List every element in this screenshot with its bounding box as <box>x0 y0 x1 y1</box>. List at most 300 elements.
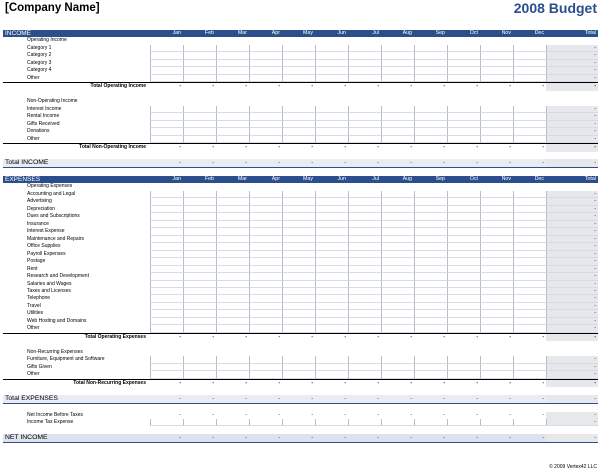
operating-expenses-6-mar[interactable] <box>216 236 249 243</box>
operating-expenses-17-may[interactable] <box>282 318 315 325</box>
operating-income-0-oct[interactable] <box>447 45 480 52</box>
operating-expenses-12-nov[interactable] <box>480 281 513 288</box>
operating-expenses-16-sep[interactable] <box>414 310 447 317</box>
total-nonrec-expenses-dec[interactable]: - <box>542 379 544 386</box>
operating-expenses-7-dec[interactable] <box>513 243 546 250</box>
operating-expenses-1-apr[interactable] <box>249 198 282 205</box>
nonop-income-4-nov[interactable] <box>480 136 513 143</box>
operating-expenses-6-jan[interactable] <box>150 236 183 243</box>
operating-income-3-mar[interactable] <box>216 67 249 74</box>
operating-expenses-14-jan[interactable] <box>150 295 183 302</box>
operating-expenses-6-feb[interactable] <box>183 236 216 243</box>
operating-income-0-may[interactable] <box>282 45 315 52</box>
operating-expenses-13-feb[interactable] <box>183 288 216 295</box>
nonrec-expenses-0-jan[interactable] <box>150 356 183 363</box>
total-operating-expenses-aug[interactable]: - <box>410 333 412 340</box>
operating-expenses-1-dec[interactable] <box>513 198 546 205</box>
operating-income-1-dec[interactable] <box>513 52 546 59</box>
total-operating-income-sep[interactable]: - <box>443 83 445 90</box>
operating-expenses-4-mar[interactable] <box>216 221 249 228</box>
net-income-row-feb[interactable]: - <box>212 434 214 441</box>
total-operating-expenses-jun[interactable]: - <box>344 333 346 340</box>
total-income-row-nov[interactable]: - <box>509 159 511 166</box>
total-expenses-row-apr[interactable]: - <box>278 395 280 402</box>
operating-expenses-4-jul[interactable] <box>348 221 381 228</box>
nonrec-expenses-1-jun[interactable] <box>315 364 348 371</box>
income-tax-jun[interactable] <box>315 419 348 426</box>
total-nonrec-expenses-may[interactable]: - <box>311 379 313 386</box>
operating-expenses-7-apr[interactable] <box>249 243 282 250</box>
operating-expenses-0-nov[interactable] <box>480 191 513 198</box>
operating-expenses-18-jun[interactable] <box>315 325 348 332</box>
nonop-income-4-mar[interactable] <box>216 136 249 143</box>
net-before-tax-aug[interactable]: - <box>410 411 412 418</box>
nonop-income-4-jun[interactable] <box>315 136 348 143</box>
operating-expenses-2-apr[interactable] <box>249 206 282 213</box>
nonrec-expenses-0-jul[interactable] <box>348 356 381 363</box>
nonop-income-4-may[interactable] <box>282 136 315 143</box>
operating-income-3-jun[interactable] <box>315 67 348 74</box>
operating-expenses-5-feb[interactable] <box>183 228 216 235</box>
total-operating-expenses-may[interactable]: - <box>311 333 313 340</box>
nonrec-expenses-1-may[interactable] <box>282 364 315 371</box>
total-nonrec-expenses-oct[interactable]: - <box>476 379 478 386</box>
operating-expenses-1-aug[interactable] <box>381 198 414 205</box>
operating-expenses-6-dec[interactable] <box>513 236 546 243</box>
nonop-income-3-apr[interactable] <box>249 128 282 135</box>
operating-expenses-8-jan[interactable] <box>150 251 183 258</box>
operating-expenses-13-sep[interactable] <box>414 288 447 295</box>
operating-expenses-14-dec[interactable] <box>513 295 546 302</box>
nonrec-expenses-1-sep[interactable] <box>414 364 447 371</box>
operating-expenses-7-mar[interactable] <box>216 243 249 250</box>
nonop-income-0-apr[interactable] <box>249 106 282 113</box>
operating-expenses-8-jul[interactable] <box>348 251 381 258</box>
operating-expenses-10-may[interactable] <box>282 266 315 273</box>
operating-expenses-16-jun[interactable] <box>315 310 348 317</box>
operating-income-4-feb[interactable] <box>183 75 216 82</box>
operating-income-0-dec[interactable] <box>513 45 546 52</box>
nonrec-expenses-0-may[interactable] <box>282 356 315 363</box>
operating-income-2-nov[interactable] <box>480 60 513 67</box>
operating-expenses-17-jul[interactable] <box>348 318 381 325</box>
operating-expenses-18-jan[interactable] <box>150 325 183 332</box>
operating-expenses-17-jun[interactable] <box>315 318 348 325</box>
operating-expenses-11-mar[interactable] <box>216 273 249 280</box>
operating-expenses-9-dec[interactable] <box>513 258 546 265</box>
operating-expenses-18-apr[interactable] <box>249 325 282 332</box>
operating-expenses-10-jul[interactable] <box>348 266 381 273</box>
nonop-income-4-aug[interactable] <box>381 136 414 143</box>
nonop-income-1-dec[interactable] <box>513 113 546 120</box>
nonop-income-4-oct[interactable] <box>447 136 480 143</box>
operating-expenses-10-dec[interactable] <box>513 266 546 273</box>
operating-expenses-16-jul[interactable] <box>348 310 381 317</box>
income-tax-oct[interactable] <box>447 419 480 426</box>
nonrec-expenses-1-dec[interactable] <box>513 364 546 371</box>
operating-expenses-3-mar[interactable] <box>216 213 249 220</box>
operating-income-1-sep[interactable] <box>414 52 447 59</box>
nonrec-expenses-2-sep[interactable] <box>414 371 447 378</box>
operating-expenses-8-jun[interactable] <box>315 251 348 258</box>
operating-expenses-3-nov[interactable] <box>480 213 513 220</box>
operating-expenses-18-may[interactable] <box>282 325 315 332</box>
operating-income-2-oct[interactable] <box>447 60 480 67</box>
operating-expenses-5-aug[interactable] <box>381 228 414 235</box>
operating-expenses-16-aug[interactable] <box>381 310 414 317</box>
nonop-income-3-oct[interactable] <box>447 128 480 135</box>
nonrec-expenses-2-dec[interactable] <box>513 371 546 378</box>
operating-expenses-4-sep[interactable] <box>414 221 447 228</box>
operating-expenses-4-aug[interactable] <box>381 221 414 228</box>
operating-expenses-15-sep[interactable] <box>414 303 447 310</box>
nonop-income-3-nov[interactable] <box>480 128 513 135</box>
nonrec-expenses-2-jun[interactable] <box>315 371 348 378</box>
nonrec-expenses-0-sep[interactable] <box>414 356 447 363</box>
nonop-income-2-sep[interactable] <box>414 121 447 128</box>
income-tax-nov[interactable] <box>480 419 513 426</box>
operating-expenses-2-sep[interactable] <box>414 206 447 213</box>
nonrec-expenses-1-jul[interactable] <box>348 364 381 371</box>
operating-expenses-5-may[interactable] <box>282 228 315 235</box>
nonrec-expenses-1-mar[interactable] <box>216 364 249 371</box>
operating-income-3-nov[interactable] <box>480 67 513 74</box>
operating-expenses-4-dec[interactable] <box>513 221 546 228</box>
total-operating-expenses-sep[interactable]: - <box>443 333 445 340</box>
operating-expenses-14-jul[interactable] <box>348 295 381 302</box>
operating-expenses-3-feb[interactable] <box>183 213 216 220</box>
operating-expenses-17-jan[interactable] <box>150 318 183 325</box>
operating-income-1-jan[interactable] <box>150 52 183 59</box>
operating-expenses-6-oct[interactable] <box>447 236 480 243</box>
company-name[interactable]: [Company Name] <box>5 2 100 14</box>
operating-expenses-11-sep[interactable] <box>414 273 447 280</box>
nonrec-expenses-1-oct[interactable] <box>447 364 480 371</box>
total-expenses-row-feb[interactable]: - <box>212 395 214 402</box>
nonop-income-0-mar[interactable] <box>216 106 249 113</box>
operating-expenses-18-mar[interactable] <box>216 325 249 332</box>
operating-expenses-8-mar[interactable] <box>216 251 249 258</box>
nonop-income-2-may[interactable] <box>282 121 315 128</box>
operating-expenses-12-jul[interactable] <box>348 281 381 288</box>
operating-expenses-18-dec[interactable] <box>513 325 546 332</box>
nonrec-expenses-2-may[interactable] <box>282 371 315 378</box>
nonop-income-3-may[interactable] <box>282 128 315 135</box>
operating-expenses-12-jan[interactable] <box>150 281 183 288</box>
operating-expenses-9-aug[interactable] <box>381 258 414 265</box>
operating-expenses-3-sep[interactable] <box>414 213 447 220</box>
operating-income-4-dec[interactable] <box>513 75 546 82</box>
operating-income-2-may[interactable] <box>282 60 315 67</box>
total-operating-expenses-apr[interactable]: - <box>278 333 280 340</box>
operating-expenses-12-sep[interactable] <box>414 281 447 288</box>
operating-expenses-8-may[interactable] <box>282 251 315 258</box>
operating-expenses-16-feb[interactable] <box>183 310 216 317</box>
operating-expenses-14-may[interactable] <box>282 295 315 302</box>
net-income-row-jul[interactable]: - <box>377 434 379 441</box>
nonrec-expenses-2-jul[interactable] <box>348 371 381 378</box>
operating-income-1-apr[interactable] <box>249 52 282 59</box>
operating-income-1-oct[interactable] <box>447 52 480 59</box>
operating-expenses-18-feb[interactable] <box>183 325 216 332</box>
operating-expenses-14-apr[interactable] <box>249 295 282 302</box>
nonop-income-1-jan[interactable] <box>150 113 183 120</box>
operating-expenses-11-feb[interactable] <box>183 273 216 280</box>
total-nonop-income-nov[interactable]: - <box>509 144 511 151</box>
operating-expenses-3-jun[interactable] <box>315 213 348 220</box>
nonop-income-1-mar[interactable] <box>216 113 249 120</box>
operating-expenses-0-mar[interactable] <box>216 191 249 198</box>
nonop-income-1-jun[interactable] <box>315 113 348 120</box>
operating-expenses-15-mar[interactable] <box>216 303 249 310</box>
operating-expenses-0-apr[interactable] <box>249 191 282 198</box>
operating-income-3-sep[interactable] <box>414 67 447 74</box>
income-tax-may[interactable] <box>282 419 315 426</box>
nonop-income-0-jul[interactable] <box>348 106 381 113</box>
operating-income-1-may[interactable] <box>282 52 315 59</box>
operating-expenses-0-oct[interactable] <box>447 191 480 198</box>
operating-expenses-4-feb[interactable] <box>183 221 216 228</box>
operating-expenses-5-jul[interactable] <box>348 228 381 235</box>
operating-expenses-17-nov[interactable] <box>480 318 513 325</box>
net-before-tax-jan[interactable]: - <box>179 411 181 418</box>
operating-expenses-12-apr[interactable] <box>249 281 282 288</box>
operating-expenses-17-apr[interactable] <box>249 318 282 325</box>
operating-expenses-7-jul[interactable] <box>348 243 381 250</box>
income-tax-aug[interactable] <box>381 419 414 426</box>
operating-expenses-1-feb[interactable] <box>183 198 216 205</box>
operating-expenses-17-feb[interactable] <box>183 318 216 325</box>
operating-income-1-nov[interactable] <box>480 52 513 59</box>
operating-income-0-apr[interactable] <box>249 45 282 52</box>
net-before-tax-oct[interactable]: - <box>476 411 478 418</box>
operating-expenses-18-jul[interactable] <box>348 325 381 332</box>
total-nonrec-expenses-nov[interactable]: - <box>509 379 511 386</box>
total-nonrec-expenses-jan[interactable]: - <box>179 379 181 386</box>
operating-expenses-18-sep[interactable] <box>414 325 447 332</box>
operating-expenses-8-apr[interactable] <box>249 251 282 258</box>
operating-expenses-6-jul[interactable] <box>348 236 381 243</box>
operating-expenses-11-jan[interactable] <box>150 273 183 280</box>
operating-income-3-dec[interactable] <box>513 67 546 74</box>
operating-income-2-sep[interactable] <box>414 60 447 67</box>
operating-expenses-7-aug[interactable] <box>381 243 414 250</box>
nonrec-expenses-1-apr[interactable] <box>249 364 282 371</box>
total-expenses-row-sep[interactable]: - <box>443 395 445 402</box>
operating-expenses-2-aug[interactable] <box>381 206 414 213</box>
operating-expenses-16-nov[interactable] <box>480 310 513 317</box>
nonop-income-0-jun[interactable] <box>315 106 348 113</box>
operating-income-1-jun[interactable] <box>315 52 348 59</box>
nonop-income-1-jul[interactable] <box>348 113 381 120</box>
operating-expenses-13-may[interactable] <box>282 288 315 295</box>
operating-expenses-14-sep[interactable] <box>414 295 447 302</box>
operating-expenses-7-feb[interactable] <box>183 243 216 250</box>
operating-income-2-jun[interactable] <box>315 60 348 67</box>
operating-expenses-7-jun[interactable] <box>315 243 348 250</box>
nonop-income-0-sep[interactable] <box>414 106 447 113</box>
nonop-income-0-dec[interactable] <box>513 106 546 113</box>
operating-expenses-14-oct[interactable] <box>447 295 480 302</box>
operating-expenses-2-feb[interactable] <box>183 206 216 213</box>
total-operating-income-may[interactable]: - <box>311 83 313 90</box>
total-income-row-may[interactable]: - <box>311 159 313 166</box>
operating-expenses-1-mar[interactable] <box>216 198 249 205</box>
operating-expenses-9-apr[interactable] <box>249 258 282 265</box>
total-nonop-income-may[interactable]: - <box>311 144 313 151</box>
operating-expenses-10-jun[interactable] <box>315 266 348 273</box>
total-operating-income-jul[interactable]: - <box>377 83 379 90</box>
nonop-income-2-jul[interactable] <box>348 121 381 128</box>
total-expenses-row-jul[interactable]: - <box>377 395 379 402</box>
operating-expenses-8-sep[interactable] <box>414 251 447 258</box>
operating-expenses-14-aug[interactable] <box>381 295 414 302</box>
total-income-row-sep[interactable]: - <box>443 159 445 166</box>
nonrec-expenses-1-jan[interactable] <box>150 364 183 371</box>
operating-income-4-mar[interactable] <box>216 75 249 82</box>
income-tax-mar[interactable] <box>216 419 249 426</box>
total-expenses-row-aug[interactable]: - <box>410 395 412 402</box>
total-operating-income-aug[interactable]: - <box>410 83 412 90</box>
total-income-row-mar[interactable]: - <box>245 159 247 166</box>
operating-expenses-0-dec[interactable] <box>513 191 546 198</box>
nonop-income-0-feb[interactable] <box>183 106 216 113</box>
operating-expenses-12-feb[interactable] <box>183 281 216 288</box>
nonop-income-4-sep[interactable] <box>414 136 447 143</box>
total-nonop-income-dec[interactable]: - <box>542 144 544 151</box>
total-nonrec-expenses-aug[interactable]: - <box>410 379 412 386</box>
operating-expenses-14-mar[interactable] <box>216 295 249 302</box>
operating-expenses-9-jul[interactable] <box>348 258 381 265</box>
operating-expenses-13-aug[interactable] <box>381 288 414 295</box>
operating-income-3-feb[interactable] <box>183 67 216 74</box>
operating-expenses-15-oct[interactable] <box>447 303 480 310</box>
operating-expenses-8-dec[interactable] <box>513 251 546 258</box>
operating-expenses-7-jan[interactable] <box>150 243 183 250</box>
operating-expenses-16-oct[interactable] <box>447 310 480 317</box>
operating-income-4-aug[interactable] <box>381 75 414 82</box>
operating-expenses-9-nov[interactable] <box>480 258 513 265</box>
operating-expenses-5-oct[interactable] <box>447 228 480 235</box>
nonop-income-3-jan[interactable] <box>150 128 183 135</box>
nonop-income-4-jan[interactable] <box>150 136 183 143</box>
operating-expenses-5-jan[interactable] <box>150 228 183 235</box>
operating-income-2-apr[interactable] <box>249 60 282 67</box>
nonrec-expenses-2-nov[interactable] <box>480 371 513 378</box>
nonop-income-4-feb[interactable] <box>183 136 216 143</box>
net-income-row-oct[interactable]: - <box>476 434 478 441</box>
operating-expenses-10-feb[interactable] <box>183 266 216 273</box>
total-operating-expenses-jul[interactable]: - <box>377 333 379 340</box>
operating-income-0-jul[interactable] <box>348 45 381 52</box>
income-tax-feb[interactable] <box>183 419 216 426</box>
operating-expenses-2-nov[interactable] <box>480 206 513 213</box>
operating-expenses-18-aug[interactable] <box>381 325 414 332</box>
operating-expenses-1-jan[interactable] <box>150 198 183 205</box>
operating-income-0-mar[interactable] <box>216 45 249 52</box>
operating-expenses-0-jun[interactable] <box>315 191 348 198</box>
operating-expenses-8-oct[interactable] <box>447 251 480 258</box>
nonop-income-2-aug[interactable] <box>381 121 414 128</box>
total-nonrec-expenses-sep[interactable]: - <box>443 379 445 386</box>
operating-expenses-10-apr[interactable] <box>249 266 282 273</box>
nonrec-expenses-2-oct[interactable] <box>447 371 480 378</box>
nonop-income-0-aug[interactable] <box>381 106 414 113</box>
nonop-income-1-aug[interactable] <box>381 113 414 120</box>
nonrec-expenses-0-dec[interactable] <box>513 356 546 363</box>
nonop-income-3-dec[interactable] <box>513 128 546 135</box>
nonrec-expenses-0-oct[interactable] <box>447 356 480 363</box>
total-nonop-income-feb[interactable]: - <box>212 144 214 151</box>
operating-expenses-10-jan[interactable] <box>150 266 183 273</box>
operating-expenses-13-nov[interactable] <box>480 288 513 295</box>
nonrec-expenses-2-jan[interactable] <box>150 371 183 378</box>
operating-expenses-1-sep[interactable] <box>414 198 447 205</box>
operating-expenses-12-oct[interactable] <box>447 281 480 288</box>
operating-expenses-13-mar[interactable] <box>216 288 249 295</box>
nonrec-expenses-0-jun[interactable] <box>315 356 348 363</box>
nonop-income-3-jun[interactable] <box>315 128 348 135</box>
operating-income-3-aug[interactable] <box>381 67 414 74</box>
nonop-income-2-jan[interactable] <box>150 121 183 128</box>
operating-income-0-aug[interactable] <box>381 45 414 52</box>
operating-expenses-12-mar[interactable] <box>216 281 249 288</box>
operating-expenses-9-feb[interactable] <box>183 258 216 265</box>
operating-expenses-2-jun[interactable] <box>315 206 348 213</box>
operating-expenses-17-dec[interactable] <box>513 318 546 325</box>
operating-expenses-5-apr[interactable] <box>249 228 282 235</box>
nonop-income-4-jul[interactable] <box>348 136 381 143</box>
nonop-income-1-oct[interactable] <box>447 113 480 120</box>
operating-expenses-2-mar[interactable] <box>216 206 249 213</box>
operating-income-2-aug[interactable] <box>381 60 414 67</box>
income-tax-apr[interactable] <box>249 419 282 426</box>
total-operating-income-jan[interactable]: - <box>179 83 181 90</box>
operating-expenses-1-jul[interactable] <box>348 198 381 205</box>
net-before-tax-jul[interactable]: - <box>377 411 379 418</box>
total-operating-expenses-jan[interactable]: - <box>179 333 181 340</box>
operating-income-1-feb[interactable] <box>183 52 216 59</box>
operating-expenses-11-aug[interactable] <box>381 273 414 280</box>
operating-expenses-16-mar[interactable] <box>216 310 249 317</box>
operating-expenses-0-may[interactable] <box>282 191 315 198</box>
total-operating-expenses-feb[interactable]: - <box>212 333 214 340</box>
total-income-row-apr[interactable]: - <box>278 159 280 166</box>
total-operating-expenses-mar[interactable]: - <box>245 333 247 340</box>
operating-expenses-6-may[interactable] <box>282 236 315 243</box>
net-before-tax-feb[interactable]: - <box>212 411 214 418</box>
operating-expenses-16-apr[interactable] <box>249 310 282 317</box>
operating-income-0-jan[interactable] <box>150 45 183 52</box>
operating-income-0-jun[interactable] <box>315 45 348 52</box>
total-expenses-row-oct[interactable]: - <box>476 395 478 402</box>
total-income-row-jan[interactable]: - <box>179 159 181 166</box>
operating-expenses-9-mar[interactable] <box>216 258 249 265</box>
operating-expenses-4-jan[interactable] <box>150 221 183 228</box>
total-expenses-row-jan[interactable]: - <box>179 395 181 402</box>
total-operating-expenses-dec[interactable]: - <box>542 333 544 340</box>
nonrec-expenses-0-aug[interactable] <box>381 356 414 363</box>
operating-expenses-6-nov[interactable] <box>480 236 513 243</box>
operating-expenses-13-jan[interactable] <box>150 288 183 295</box>
net-income-row-aug[interactable]: - <box>410 434 412 441</box>
nonop-income-2-oct[interactable] <box>447 121 480 128</box>
total-nonrec-expenses-mar[interactable]: - <box>245 379 247 386</box>
total-income-row-feb[interactable]: - <box>212 159 214 166</box>
operating-expenses-8-aug[interactable] <box>381 251 414 258</box>
net-income-row-dec[interactable]: - <box>542 434 544 441</box>
total-operating-expenses-oct[interactable]: - <box>476 333 478 340</box>
